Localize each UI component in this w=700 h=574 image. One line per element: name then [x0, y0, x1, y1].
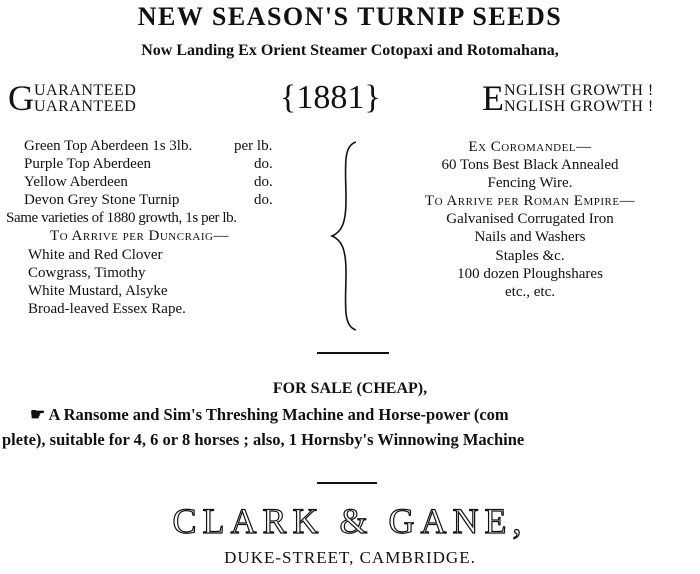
roman-empire-heading: To Arrive per Roman Empire—	[424, 193, 636, 210]
curly-brace-icon	[326, 140, 366, 332]
english-initial: E	[482, 78, 504, 118]
divider	[317, 352, 389, 354]
hardware-item: Galvanised Corrugated Iron	[446, 211, 614, 228]
same-varieties-line: Same varieties of 1880 growth, 1s per lb.	[6, 210, 237, 227]
english-growth-block	[482, 80, 654, 116]
hardware-item: 60 Tons Best Black Annealed	[441, 157, 619, 174]
pointing-hand-icon: ☛	[30, 405, 46, 424]
seed-item: Cowgrass, Timothy	[28, 264, 146, 281]
guaranteed-line-1: UARANTEED	[34, 82, 137, 99]
hardware-item: etc., etc.	[505, 283, 555, 300]
year-label: {1881}	[280, 79, 381, 116]
divider	[317, 482, 377, 484]
seed-item: White and Red Clover	[28, 246, 163, 263]
guaranteed-initial: G	[8, 78, 34, 118]
seed-item: Broad-leaved Essex Rape.	[28, 300, 186, 317]
seed-item: White Mustard, Alsyke	[28, 282, 168, 299]
threshing-line-1: ☛ A Ransome and Sim's Threshing Machine and Horse-power (com	[30, 405, 509, 424]
firm-name: CLARK & GANE,	[172, 501, 528, 541]
seed-list	[6, 137, 273, 318]
seed-item: Yellow Aberdeen do.	[24, 174, 273, 191]
arrive-duncraig-heading: To Arrive per Duncraig—	[50, 228, 229, 245]
guaranteed-block	[8, 80, 136, 116]
english-line-2: NGLISH GROWTH !	[504, 98, 654, 115]
advert-subheadline: Now Landing Ex Orient Steamer Cotopaxi and Rotomahana,	[141, 42, 559, 59]
hardware-list	[370, 138, 690, 301]
coromandel-heading: Ex Coromandel—	[468, 139, 592, 155]
seed-item: Green Top Aberdeen 1s 3lb. per lb.	[24, 138, 273, 154]
advert-headline: NEW SEASON'S TURNIP SEEDS	[137, 2, 563, 31]
threshing-line-2: plete), suitable for 4, 6 or 8 horses ; also, 1 Hornsby's Winnowing Machine	[2, 430, 525, 449]
hardware-item: 100 dozen Ploughshares	[457, 265, 603, 282]
firm-address: DUKE-STREET, CAMBRIDGE.	[224, 548, 476, 567]
english-line-1: NGLISH GROWTH !	[504, 82, 654, 99]
guaranteed-line-2: UARANTEED	[34, 98, 137, 115]
hardware-item: Nails and Washers	[474, 229, 586, 246]
seed-item: Devon Grey Stone Turnip do.	[24, 192, 273, 209]
hardware-item: Fencing Wire.	[487, 175, 573, 192]
hardware-item: Staples &c.	[495, 247, 565, 264]
seed-item: Purple Top Aberdeen do.	[24, 156, 273, 173]
for-sale-heading: FOR SALE (CHEAP),	[272, 380, 428, 397]
